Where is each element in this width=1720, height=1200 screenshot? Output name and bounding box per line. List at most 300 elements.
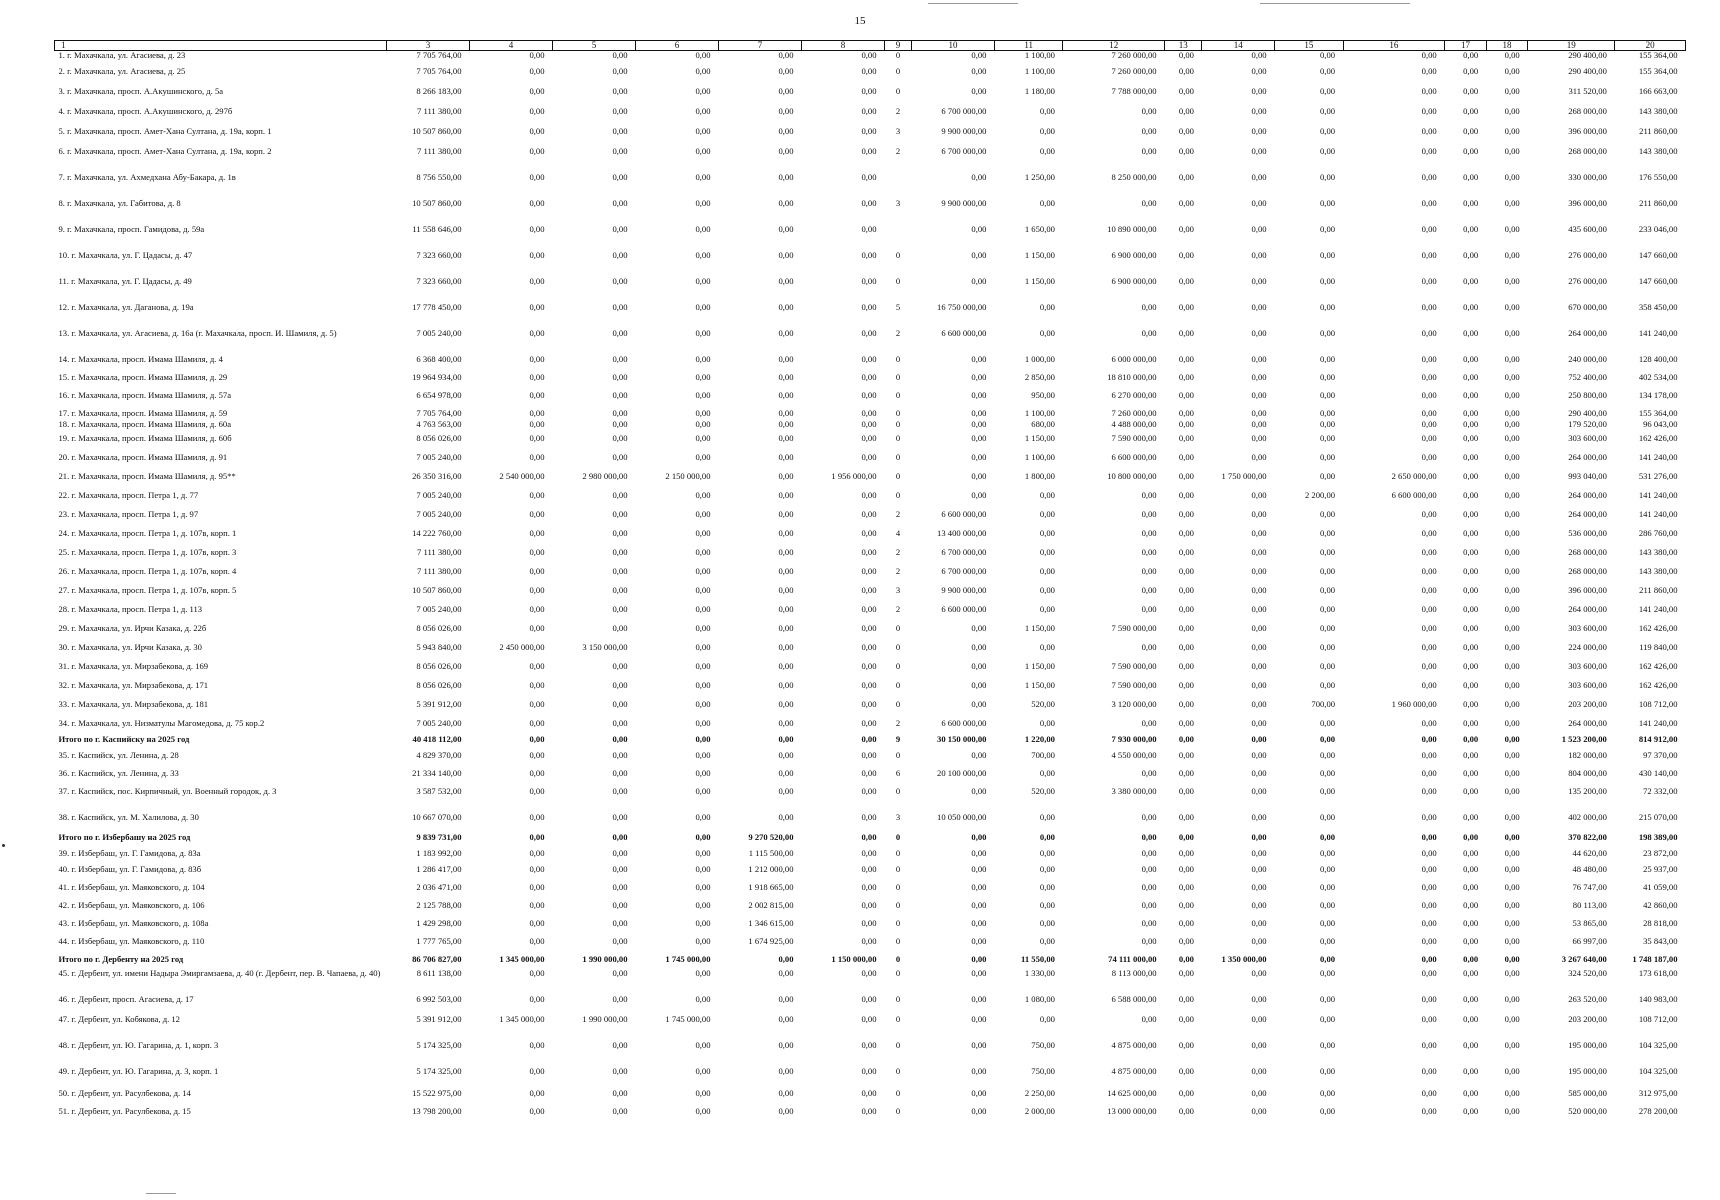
value-cell: 0,00 — [695, 900, 711, 910]
value-cell: 2 002 815,00 — [748, 900, 794, 910]
value-cell: 0 — [895, 680, 901, 690]
value-cell: 233 046,00 — [1638, 224, 1678, 234]
value-cell: 0,00 — [1463, 918, 1479, 928]
value-cell: 3 — [895, 585, 901, 595]
value-cell: 0,00 — [695, 832, 711, 842]
value-cell: 0,00 — [612, 585, 628, 595]
address-cell: 9. г. Махачкала, просп. Гамидова, д. 59а — [58, 224, 205, 234]
value-cell: 0,00 — [1463, 198, 1479, 208]
value-cell: 0,00 — [1421, 882, 1437, 892]
value-cell: 0,00 — [1504, 882, 1520, 892]
value-cell: 53 865,00 — [1572, 918, 1607, 928]
address-cell: 44. г. Избербаш, ул. Маяковского, д. 110 — [58, 936, 205, 946]
value-cell: 6 000 000,00 — [1111, 354, 1157, 364]
value-cell: 0,00 — [612, 302, 628, 312]
value-cell: 0,00 — [861, 509, 877, 519]
value-cell: 6 600 000,00 — [941, 328, 987, 338]
value-cell: 0,00 — [1178, 968, 1194, 978]
value-cell: 0,00 — [529, 718, 545, 728]
value-cell: 0,00 — [861, 372, 877, 382]
subtotal-label: Итого по г. Избербашу на 2025 год — [58, 832, 191, 842]
value-cell: 396 000,00 — [1568, 585, 1607, 595]
value-cell: 0,00 — [1463, 276, 1479, 286]
value-cell: 0,00 — [529, 433, 545, 443]
value-cell: 0,00 — [529, 832, 545, 842]
value-cell: 0 — [895, 408, 901, 418]
value-cell: 0,00 — [971, 848, 987, 858]
value-cell: 0,00 — [861, 786, 877, 796]
value-cell: 0,00 — [971, 50, 987, 60]
value-cell: 0,00 — [612, 882, 628, 892]
value-cell: 0,00 — [1463, 354, 1479, 364]
value-cell: 5 943 840,00 — [416, 642, 462, 652]
value-cell: 520,00 — [1031, 786, 1055, 796]
address-cell: 6. г. Махачкала, просп. Амет-Хана Султана, д. 19а, корп. 2 — [58, 146, 272, 156]
value-cell: 0,00 — [861, 50, 877, 60]
value-cell: 1 960 000,00 — [1391, 699, 1437, 709]
value-cell: 4 763 563,00 — [416, 419, 462, 429]
value-cell: 0,00 — [1141, 832, 1157, 842]
table-row — [55, 901, 1686, 919]
address-cell: 5. г. Махачкала, просп. Амет-Хана Султана, д. 19а, корп. 1 — [58, 126, 272, 136]
value-cell: 0,00 — [695, 918, 711, 928]
value-cell: 0,00 — [861, 224, 877, 234]
value-cell: 0,00 — [1178, 734, 1194, 744]
value-cell: 173 618,00 — [1638, 968, 1678, 978]
value-cell: 1 745 000,00 — [665, 954, 711, 964]
value-cell: 0,00 — [1320, 547, 1336, 557]
value-cell: 0,00 — [861, 1014, 877, 1024]
value-cell: 0,00 — [1251, 302, 1267, 312]
value-cell: 0,00 — [861, 882, 877, 892]
value-cell: 303 600,00 — [1568, 661, 1607, 671]
value-cell: 0,00 — [1141, 768, 1157, 778]
value-cell: 0,00 — [1320, 509, 1336, 519]
value-cell: 6 270 000,00 — [1111, 390, 1157, 400]
value-cell: 0,00 — [1141, 718, 1157, 728]
value-cell: 2 850,00 — [1024, 372, 1055, 382]
value-cell: 0,00 — [971, 968, 987, 978]
value-cell: 0,00 — [1251, 224, 1267, 234]
value-cell: 0,00 — [1320, 900, 1336, 910]
value-cell: 135 200,00 — [1568, 786, 1607, 796]
value-cell: 0,00 — [1251, 680, 1267, 690]
value-cell: 0,00 — [612, 734, 628, 744]
table-body — [55, 51, 1686, 1125]
value-cell: 0,00 — [695, 50, 711, 60]
value-cell: 4 875 000,00 — [1111, 1066, 1157, 1076]
value-cell: 0,00 — [1320, 354, 1336, 364]
address-cell: 25. г. Махачкала, просп. Петра 1, д. 107в, корп. 3 — [58, 547, 237, 557]
value-cell: 4 488 000,00 — [1111, 419, 1157, 429]
column-number-header: 5 — [553, 41, 636, 51]
value-cell: 0,00 — [1178, 126, 1194, 136]
value-cell: 264 000,00 — [1568, 452, 1607, 462]
address-cell: 12. г. Махачкала, ул. Даганова, д. 19а — [58, 302, 194, 312]
column-number-header: 10 — [911, 41, 994, 51]
value-cell: 5 174 325,00 — [416, 1040, 462, 1050]
table-row — [55, 127, 1686, 147]
value-cell: 0 — [895, 490, 901, 500]
value-cell: 0,00 — [778, 372, 794, 382]
value-cell: 0,00 — [1039, 718, 1055, 728]
value-cell: 7 323 660,00 — [416, 250, 462, 260]
value-cell: 0,00 — [529, 354, 545, 364]
value-cell: 0,00 — [861, 408, 877, 418]
address-cell: 7. г. Махачкала, ул. Ахмедхана Абу-Бакара, д. 1в — [58, 172, 236, 182]
value-cell: 0,00 — [778, 302, 794, 312]
value-cell: 0,00 — [612, 509, 628, 519]
address-cell: 37. г. Каспийск, пос. Кирпичный, ул. Военный городок, д. 3 — [58, 786, 277, 796]
value-cell: 0,00 — [1320, 1040, 1336, 1050]
value-cell: 0,00 — [612, 408, 628, 418]
value-cell: 0,00 — [1320, 302, 1336, 312]
value-cell: 141 240,00 — [1638, 509, 1678, 519]
value-cell: 0,00 — [1320, 661, 1336, 671]
table-row — [55, 67, 1686, 87]
value-cell: 0,00 — [612, 832, 628, 842]
value-cell: 0,00 — [1251, 642, 1267, 652]
value-cell: 0 — [895, 276, 901, 286]
value-cell: 585 000,00 — [1568, 1088, 1607, 1098]
value-cell: 0,00 — [695, 968, 711, 978]
value-cell: 0,00 — [1251, 936, 1267, 946]
value-cell: 3 380 000,00 — [1111, 786, 1157, 796]
value-cell: 80 113,00 — [1572, 900, 1607, 910]
value-cell: 0,00 — [529, 1066, 545, 1076]
value-cell: 0,00 — [612, 750, 628, 760]
value-cell: 0,00 — [1421, 452, 1437, 462]
value-cell: 324 520,00 — [1568, 968, 1607, 978]
address-cell: 40. г. Избербаш, ул. Г. Гамидова, д. 83б — [58, 864, 202, 874]
value-cell: 0,00 — [1504, 50, 1520, 60]
value-cell: 0,00 — [1421, 642, 1437, 652]
value-cell: 0,00 — [695, 812, 711, 822]
table-row — [55, 1015, 1686, 1041]
value-cell: 2 540 000,00 — [499, 471, 545, 481]
value-cell: 0,00 — [612, 452, 628, 462]
value-cell: 700,00 — [1031, 750, 1055, 760]
address-cell: 45. г. Дербент, ул. имени Надыра Эмиргамзаева, д. 40 (г. Дербент, пер. В. Чапаева, д. 40) — [58, 968, 381, 978]
value-cell: 0,00 — [1320, 750, 1336, 760]
value-cell: 0,00 — [778, 250, 794, 260]
value-cell: 0,00 — [529, 490, 545, 500]
value-cell: 0,00 — [695, 680, 711, 690]
value-cell: 0 — [895, 918, 901, 928]
value-cell: 0,00 — [612, 680, 628, 690]
value-cell: 13 798 200,00 — [412, 1106, 462, 1116]
value-cell: 0,00 — [1251, 699, 1267, 709]
value-cell: 155 364,00 — [1638, 408, 1678, 418]
value-cell: 0,00 — [971, 994, 987, 1004]
value-cell: 42 860,00 — [1643, 900, 1678, 910]
value-cell: 0,00 — [1039, 198, 1055, 208]
value-cell: 0,00 — [1178, 224, 1194, 234]
value-cell: 0 — [895, 936, 901, 946]
value-cell: 0,00 — [1320, 718, 1336, 728]
value-cell: 0,00 — [778, 718, 794, 728]
value-cell: 0,00 — [612, 718, 628, 728]
value-cell: 0,00 — [695, 66, 711, 76]
value-cell: 0,00 — [1178, 768, 1194, 778]
value-cell: 0 — [895, 50, 901, 60]
value-cell: 0,00 — [1141, 848, 1157, 858]
value-cell: 312 975,00 — [1638, 1088, 1678, 1098]
value-cell: 0,00 — [1421, 354, 1437, 364]
value-cell: 0,00 — [1504, 680, 1520, 690]
value-cell: 0,00 — [1251, 718, 1267, 728]
value-cell: 0,00 — [1463, 864, 1479, 874]
value-cell: 264 000,00 — [1568, 718, 1607, 728]
value-cell: 7 788 000,00 — [1111, 86, 1157, 96]
page-number: 15 — [854, 15, 866, 27]
value-cell: 0,00 — [1039, 864, 1055, 874]
value-cell: 0,00 — [1178, 390, 1194, 400]
value-cell: 28 818,00 — [1643, 918, 1678, 928]
value-cell: 0,00 — [612, 106, 628, 116]
value-cell: 0,00 — [1141, 328, 1157, 338]
value-cell: 0,00 — [1251, 172, 1267, 182]
value-cell: 0,00 — [1504, 372, 1520, 382]
value-cell: 203 200,00 — [1568, 1014, 1607, 1024]
value-cell: 0,00 — [861, 106, 877, 116]
value-cell: 0,00 — [1463, 768, 1479, 778]
value-cell: 0,00 — [695, 1106, 711, 1116]
value-cell: 0,00 — [1251, 994, 1267, 1004]
value-cell: 10 890 000,00 — [1107, 224, 1157, 234]
value-cell: 10 507 860,00 — [412, 126, 462, 136]
value-cell: 41 059,00 — [1643, 882, 1678, 892]
column-number-header: 16 — [1343, 41, 1445, 51]
value-cell: 3 — [895, 198, 901, 208]
value-cell: 0,00 — [778, 786, 794, 796]
value-cell: 0,00 — [1320, 604, 1336, 614]
value-cell: 0,00 — [1251, 734, 1267, 744]
value-cell: 13 000 000,00 — [1107, 1106, 1157, 1116]
column-number-header: 4 — [470, 41, 553, 51]
value-cell: 0,00 — [1463, 372, 1479, 382]
value-cell: 2 150 000,00 — [665, 471, 711, 481]
value-cell: 0,00 — [1504, 302, 1520, 312]
value-cell: 0,00 — [971, 623, 987, 633]
value-cell: 10 667 070,00 — [412, 812, 462, 822]
value-cell: 0,00 — [1320, 106, 1336, 116]
value-cell: 0 — [895, 419, 901, 429]
value-cell: 750,00 — [1031, 1040, 1055, 1050]
value-cell: 0 — [895, 661, 901, 671]
value-cell: 0 — [895, 954, 901, 964]
value-cell: 0,00 — [1421, 718, 1437, 728]
table-row — [55, 199, 1686, 225]
value-cell: 0,00 — [529, 936, 545, 946]
address-cell: 42. г. Избербаш, ул. Маяковского, д. 106 — [58, 900, 205, 910]
value-cell: 0,00 — [1504, 390, 1520, 400]
table-row — [55, 529, 1686, 548]
value-cell: 0 — [895, 642, 901, 652]
value-cell: 0,00 — [1251, 1088, 1267, 1098]
value-cell: 162 426,00 — [1638, 680, 1678, 690]
value-cell: 0,00 — [1178, 832, 1194, 842]
value-cell: 1 350 000,00 — [1221, 954, 1267, 964]
value-cell: 0,00 — [1504, 832, 1520, 842]
value-cell: 0,00 — [1251, 354, 1267, 364]
value-cell: 1 100,00 — [1024, 408, 1055, 418]
address-cell: 32. г. Махачкала, ул. Мирзабекова, д. 171 — [58, 680, 209, 690]
value-cell: 10 050 000,00 — [937, 812, 987, 822]
value-cell: 0 — [895, 864, 901, 874]
value-cell: 6 700 000,00 — [941, 106, 987, 116]
value-cell: 1 523 200,00 — [1561, 734, 1607, 744]
value-cell: 0,00 — [1421, 768, 1437, 778]
value-cell: 0,00 — [1178, 1088, 1194, 1098]
value-cell: 0,00 — [1178, 699, 1194, 709]
value-cell: 0,00 — [1463, 419, 1479, 429]
value-cell: 0,00 — [695, 1040, 711, 1050]
value-cell: 536 000,00 — [1568, 528, 1607, 538]
value-cell: 0,00 — [695, 276, 711, 286]
value-cell: 104 325,00 — [1638, 1040, 1678, 1050]
value-cell: 0,00 — [1504, 328, 1520, 338]
value-cell: 0,00 — [1039, 812, 1055, 822]
value-cell: 0,00 — [1039, 566, 1055, 576]
value-cell: 0,00 — [1320, 936, 1336, 946]
value-cell: 0,00 — [612, 250, 628, 260]
value-cell: 0,00 — [695, 768, 711, 778]
value-cell: 0,00 — [529, 882, 545, 892]
value-cell: 0,00 — [1463, 528, 1479, 538]
value-cell: 9 839 731,00 — [416, 832, 462, 842]
value-cell: 0,00 — [529, 198, 545, 208]
value-cell: 17 778 450,00 — [412, 302, 462, 312]
value-cell: 0,00 — [695, 699, 711, 709]
value-cell: 0,00 — [612, 1066, 628, 1076]
value-cell: 14 222 760,00 — [412, 528, 462, 538]
address-cell: 49. г. Дербент, ул. Ю. Гагарина, д. 3, корп. 1 — [58, 1066, 219, 1076]
value-cell: 0,00 — [1320, 372, 1336, 382]
value-cell: 396 000,00 — [1568, 198, 1607, 208]
value-cell: 0,00 — [1421, 390, 1437, 400]
address-cell: 26. г. Махачкала, просп. Петра 1, д. 107в, корп. 4 — [58, 566, 237, 576]
value-cell: 0,00 — [695, 408, 711, 418]
column-number-header: 14 — [1202, 41, 1275, 51]
value-cell: 108 712,00 — [1638, 699, 1678, 709]
value-cell: 0,00 — [695, 1066, 711, 1076]
value-cell: 0,00 — [861, 768, 877, 778]
value-cell: 0,00 — [695, 882, 711, 892]
value-cell: 6 900 000,00 — [1111, 250, 1157, 260]
scan-edge-line — [1260, 3, 1410, 4]
value-cell: 143 380,00 — [1638, 547, 1678, 557]
value-cell: 0,00 — [1178, 146, 1194, 156]
value-cell: 0,00 — [971, 372, 987, 382]
value-cell: 0,00 — [695, 126, 711, 136]
value-cell: 0,00 — [971, 1014, 987, 1024]
value-cell: 0,00 — [778, 1088, 794, 1098]
value-cell: 0,00 — [1141, 1014, 1157, 1024]
value-cell: 7 111 380,00 — [417, 146, 462, 156]
value-cell: 0,00 — [529, 848, 545, 858]
value-cell: 0,00 — [1039, 126, 1055, 136]
value-cell: 0,00 — [861, 354, 877, 364]
value-cell: 0,00 — [1504, 528, 1520, 538]
value-cell: 0,00 — [695, 509, 711, 519]
value-cell: 0,00 — [1463, 452, 1479, 462]
value-cell: 0,00 — [1178, 50, 1194, 60]
value-cell: 0,00 — [1320, 419, 1336, 429]
value-cell: 0,00 — [1320, 172, 1336, 182]
value-cell: 1 150 000,00 — [831, 954, 877, 964]
value-cell: 0,00 — [861, 968, 877, 978]
value-cell: 0,00 — [1141, 936, 1157, 946]
value-cell: 9 — [895, 734, 901, 744]
value-cell: 0,00 — [1251, 750, 1267, 760]
value-cell: 7 323 660,00 — [416, 276, 462, 286]
value-cell: 0,00 — [1463, 471, 1479, 481]
address-cell: 47. г. Дербент, ул. Кобякова, д. 12 — [58, 1014, 180, 1024]
value-cell: 0 — [895, 1014, 901, 1024]
value-cell: 1 345 000,00 — [499, 1014, 545, 1024]
value-cell: 155 364,00 — [1638, 50, 1678, 60]
value-cell: 0,00 — [612, 50, 628, 60]
value-cell: 0,00 — [1504, 812, 1520, 822]
value-cell: 6 700 000,00 — [941, 547, 987, 557]
value-cell: 1 800,00 — [1024, 471, 1055, 481]
value-cell: 0,00 — [1320, 198, 1336, 208]
value-cell: 2 250,00 — [1024, 1088, 1055, 1098]
value-cell: 1 286 417,00 — [416, 864, 462, 874]
value-cell: 0,00 — [778, 50, 794, 60]
value-cell: 141 240,00 — [1638, 452, 1678, 462]
value-cell: 0 — [895, 1088, 901, 1098]
value-cell: 13 400 000,00 — [937, 528, 987, 538]
value-cell: 0,00 — [1039, 146, 1055, 156]
value-cell: 3 150 000,00 — [582, 642, 628, 652]
value-cell: 0,00 — [1251, 1014, 1267, 1024]
value-cell: 0,00 — [1421, 328, 1437, 338]
address-cell: 46. г. Дербент, просп. Агасиева, д. 17 — [58, 994, 194, 1004]
value-cell: 0,00 — [1141, 642, 1157, 652]
value-cell: 3 — [895, 126, 901, 136]
value-cell: 0,00 — [861, 390, 877, 400]
value-cell: 0,00 — [861, 848, 877, 858]
value-cell: 0,00 — [971, 750, 987, 760]
value-cell: 6 654 978,00 — [416, 390, 462, 400]
value-cell: 0,00 — [1504, 585, 1520, 595]
value-cell: 8 056 026,00 — [416, 623, 462, 633]
value-cell: 0,00 — [1504, 408, 1520, 418]
value-cell: 0,00 — [1463, 786, 1479, 796]
value-cell: 0,00 — [1178, 954, 1194, 964]
value-cell: 7 930 000,00 — [1111, 734, 1157, 744]
address-cell: 33. г. Махачкала, ул. Мирзабекова, д. 181 — [58, 699, 209, 709]
value-cell: 0,00 — [971, 900, 987, 910]
value-cell: 0,00 — [1463, 66, 1479, 76]
value-cell: 2 125 788,00 — [416, 900, 462, 910]
value-cell: 0,00 — [1320, 471, 1336, 481]
value-cell: 0,00 — [778, 661, 794, 671]
value-cell: 0,00 — [1251, 528, 1267, 538]
value-cell: 311 520,00 — [1568, 86, 1607, 96]
value-cell: 0,00 — [1251, 585, 1267, 595]
value-cell: 0,00 — [1320, 250, 1336, 260]
value-cell: 0,00 — [1463, 812, 1479, 822]
value-cell: 9 900 000,00 — [941, 198, 987, 208]
value-cell: 0,00 — [612, 372, 628, 382]
value-cell: 0,00 — [612, 786, 628, 796]
address-cell: 16. г. Махачкала, просп. Имама Шамиля, д. 57а — [58, 390, 232, 400]
value-cell: 2 650 000,00 — [1391, 471, 1437, 481]
value-cell: 0,00 — [778, 585, 794, 595]
